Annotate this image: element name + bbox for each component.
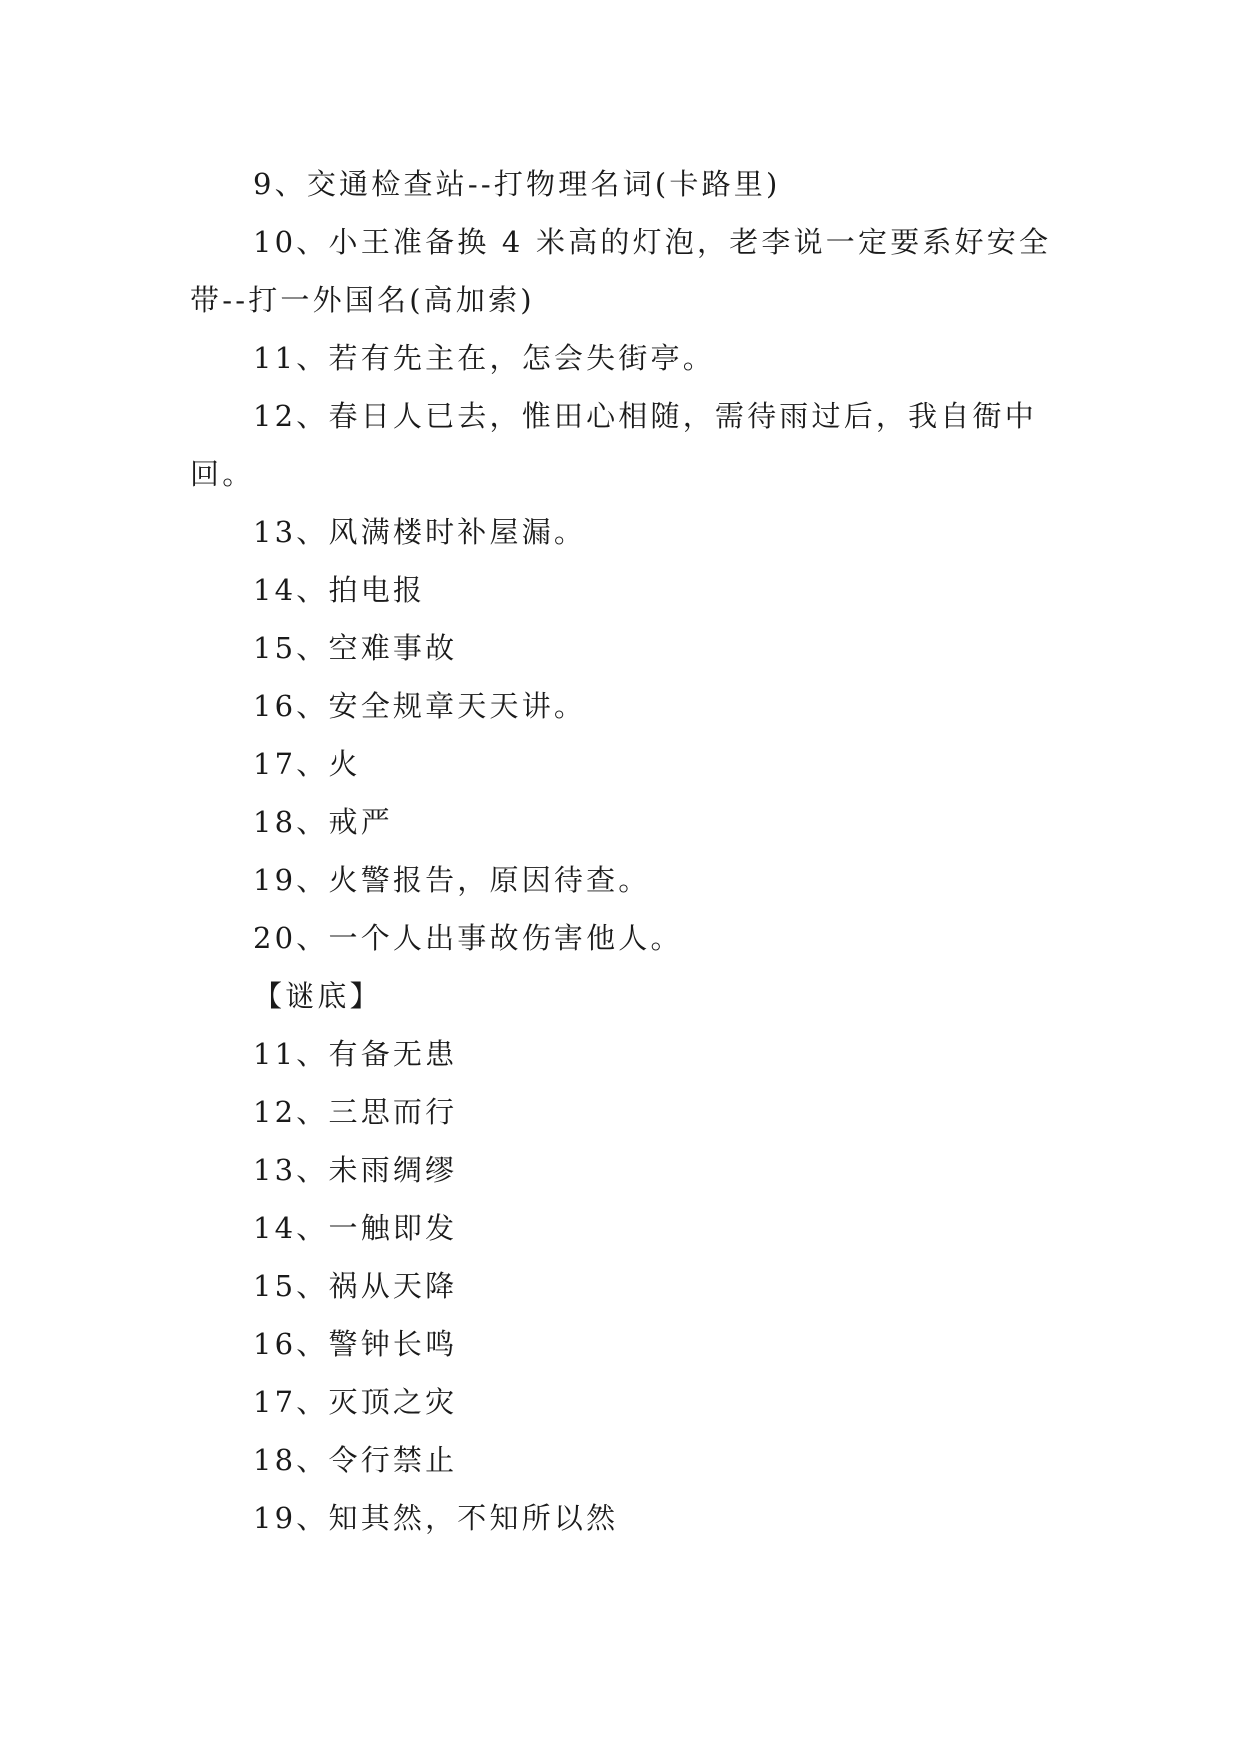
document-body bbox=[190, 155, 1060, 1547]
riddle-13: 13、风满楼时补屋漏。 bbox=[253, 515, 587, 549]
riddle-10: 10、小王准备换 4 米高的灯泡，老李说一定要系好安全带--打一外国名(高加索) bbox=[190, 225, 1052, 317]
riddle-18: 18、戒严 bbox=[253, 805, 393, 839]
riddle-12: 12、春日人已去，惟田心相随，需待雨过后，我自衙中回。 bbox=[190, 399, 1037, 491]
riddle-19: 19、火警报告，原因待查。 bbox=[253, 863, 651, 897]
answer-17: 17、灭顶之灾 bbox=[253, 1385, 458, 1419]
riddle-9: 9、交通检查站--打物理名词(卡路里) bbox=[253, 167, 781, 201]
answer-12: 12、三思而行 bbox=[253, 1095, 458, 1129]
riddle-15: 15、空难事故 bbox=[253, 631, 458, 665]
answer-11: 11、有备无患 bbox=[253, 1037, 458, 1071]
riddle-17: 17、火 bbox=[253, 747, 361, 781]
answer-13: 13、未雨绸缪 bbox=[253, 1153, 458, 1187]
answer-15: 15、祸从天降 bbox=[253, 1269, 458, 1303]
answers-heading: 【谜底】 bbox=[253, 979, 382, 1013]
riddle-20: 20、一个人出事故伤害他人。 bbox=[253, 921, 683, 955]
answer-18: 18、令行禁止 bbox=[253, 1443, 458, 1477]
answer-19: 19、知其然，不知所以然 bbox=[253, 1501, 619, 1535]
answer-14: 14、一触即发 bbox=[253, 1211, 458, 1245]
answer-16: 16、警钟长鸣 bbox=[253, 1327, 458, 1361]
riddle-16: 16、安全规章天天讲。 bbox=[253, 689, 587, 723]
riddle-11: 11、若有先主在，怎会失街亭。 bbox=[253, 341, 715, 375]
riddle-14: 14、拍电报 bbox=[253, 573, 426, 607]
